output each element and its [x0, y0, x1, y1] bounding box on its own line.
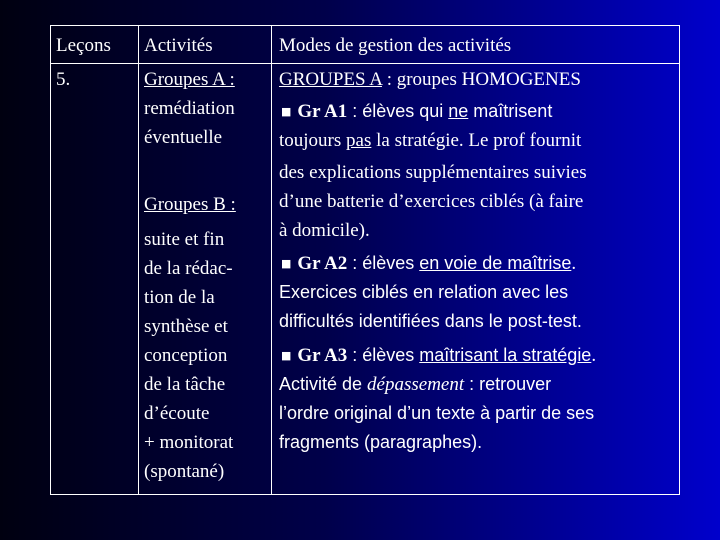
bullet-icon: ■	[281, 349, 292, 362]
groups-a-label: Groupes A :	[144, 69, 235, 90]
column-divider	[138, 26, 139, 494]
header-divider	[51, 63, 679, 64]
bullet-icon: ■	[281, 105, 292, 118]
column-divider	[271, 26, 272, 494]
group-a3-line: fragments (paragraphes).	[279, 432, 483, 452]
lesson-number: 5.	[56, 69, 71, 90]
group-a3-line: ■ Gr A3 : élèves maîtrisant la stratégie.	[281, 345, 597, 366]
group-a1-line: toujours pas la stratégie. Le prof fournit	[279, 130, 582, 151]
groups-b-desc: conception	[144, 345, 228, 366]
modes-title: GROUPES A : groupes HOMOGENES	[279, 69, 581, 90]
group-a3-line: l’ordre original d’un texte à partir de ses	[279, 403, 595, 423]
groups-b-desc: + monitorat	[144, 432, 234, 453]
groups-a-desc: éventuelle	[144, 127, 223, 148]
group-a2-line: difficultés identifiées dans le post-test.	[279, 311, 582, 331]
group-a1-line: d’une batterie d’exercices ciblés (à faire	[279, 191, 584, 212]
header-activities: Activités	[144, 35, 213, 56]
groups-b-desc: synthèse et	[144, 316, 228, 337]
groups-b-desc: d’écoute	[144, 403, 210, 424]
groups-b-desc: (spontané)	[144, 461, 225, 482]
group-a3-line: Activité de dépassement : retrouver	[279, 374, 552, 395]
groups-b-label: Groupes B :	[144, 194, 236, 215]
groups-b-desc: suite et fin	[144, 229, 225, 250]
group-a2-line: ■ Gr A2 : élèves en voie de maîtrise.	[281, 253, 577, 274]
header-modes: Modes de gestion des activités	[279, 35, 512, 56]
groups-b-desc: de la tâche	[144, 374, 226, 395]
group-a1-line: des explications supplémentaires suivies	[279, 162, 587, 183]
groups-b-desc: tion de la	[144, 287, 215, 308]
header-lessons: Leçons	[56, 35, 111, 56]
group-a1-line: à domicile).	[279, 220, 370, 241]
group-a2-line: Exercices ciblés en relation avec les	[279, 282, 569, 302]
group-a1-line: ■ Gr A1 : élèves qui ne maîtrisent	[281, 101, 553, 122]
groups-b-desc: de la rédac-	[144, 258, 233, 279]
groups-a-desc: remédiation	[144, 98, 235, 119]
bullet-icon: ■	[281, 257, 292, 270]
